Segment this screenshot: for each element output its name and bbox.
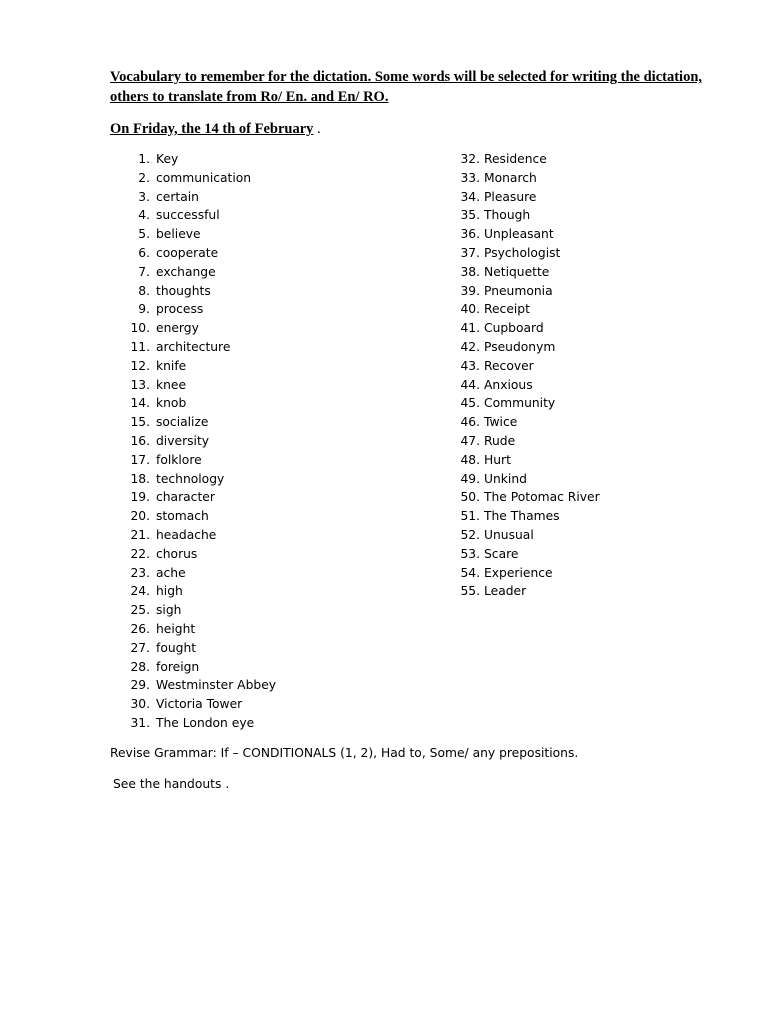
item-number: 43. [460,358,480,373]
item-word: knob [156,396,187,411]
vocabulary-item [448,338,600,357]
item-number: 50. [460,490,480,505]
vocabulary-item [120,432,276,451]
dictation-date-text: On Friday, the 14 th of February [110,121,314,137]
item-number: 7. [138,264,150,279]
item-number: 52. [460,527,480,542]
vocabulary-item [448,488,600,507]
item-word: believe [156,227,201,242]
item-number: 45. [460,396,480,411]
item-number: 15. [130,415,150,430]
item-number: 37. [460,245,480,260]
vocabulary-item [448,169,600,188]
item-word: Cupboard [484,321,544,336]
vocabulary-item [120,658,276,677]
vocabulary-item [120,676,276,695]
item-word: fought [156,640,197,655]
vocabulary-item [120,470,276,489]
vocabulary-item [120,282,276,301]
item-word: The Thames [484,509,560,524]
vocabulary-item [448,582,600,601]
vocabulary-item [448,150,600,169]
item-number: 8. [138,283,150,298]
vocabulary-item [448,545,600,564]
vocabulary-item [120,300,276,319]
item-word: character [156,490,215,505]
item-number: 19. [130,490,150,505]
vocabulary-item [448,470,600,489]
item-number: 9. [138,302,150,317]
item-word: Residence [484,152,547,166]
item-word: knee [156,377,187,392]
item-word: The Potomac River [484,490,600,505]
item-word: folklore [156,452,202,467]
vocabulary-item [120,413,276,432]
item-number: 30. [130,697,150,712]
item-number: 38. [460,264,480,279]
item-number: 11. [130,339,150,354]
item-number: 2. [138,170,150,185]
vocabulary-item [448,357,600,376]
item-word: socialize [156,415,209,430]
item-word: Victoria Tower [156,697,243,712]
item-word: The London eye [156,715,255,730]
item-number: 21. [130,527,150,542]
item-number: 18. [130,471,150,486]
vocabulary-item [120,582,276,601]
item-number: 17. [130,452,150,467]
item-number: 51. [460,509,480,524]
item-word: Key [156,152,179,166]
vocabulary-item [120,601,276,620]
vocabulary-item [120,169,276,188]
item-number: 44. [460,377,480,392]
vocabulary-item [448,282,600,301]
item-word: Unusual [484,527,534,542]
vocabulary-item [448,413,600,432]
item-number: 32. [460,152,480,166]
vocabulary-item [120,338,276,357]
item-number: 39. [460,283,480,298]
vocabulary-item [120,319,276,338]
vocabulary-item [120,488,276,507]
vocabulary-item [448,319,600,338]
item-word: knife [156,358,187,373]
vocabulary-item [448,300,600,319]
item-number: 23. [130,565,150,580]
item-word: Recover [484,358,534,373]
item-word: Hurt [484,452,511,467]
item-word: Westminster Abbey [156,678,277,693]
item-word: process [156,302,204,317]
vocabulary-list-left [120,150,276,733]
item-word: technology [156,471,225,486]
vocabulary-item [120,263,276,282]
vocabulary-item [120,376,276,395]
vocabulary-item [120,714,276,733]
item-word: Receipt [484,302,530,317]
grammar-note: Revise Grammar: If – CONDITIONALS (1, 2), Had to, Some/ any prepositions. [110,746,579,760]
item-word: Psychologist [484,245,561,260]
item-word: cooperate [156,245,219,260]
item-word: Monarch [484,170,537,185]
item-number: 28. [130,659,150,674]
item-word: Unpleasant [484,227,554,242]
item-word: sigh [156,603,182,618]
item-word: Pleasure [484,189,537,204]
handouts-note: See the handouts . [113,777,230,791]
item-number: 13. [130,377,150,392]
document-title: Vocabulary to remember for the dictation. Some words will be selected for writing the dictation, others to translate from Ro/ En. and En/ RO. [110,69,703,105]
vocabulary-item [448,564,600,583]
item-word: diversity [156,433,210,448]
vocabulary-item [120,526,276,545]
vocabulary-item [448,188,600,207]
item-number: 6. [138,245,150,260]
item-word: successful [156,208,220,223]
item-number: 48. [460,452,480,467]
vocabulary-item [120,244,276,263]
vocabulary-item [120,357,276,376]
item-number: 20. [130,509,150,524]
item-number: 24. [130,584,150,599]
item-number: 10. [130,321,150,336]
item-number: 12. [130,358,150,373]
vocabulary-item [448,244,600,263]
vocabulary-item [448,526,600,545]
vocabulary-item [448,376,600,395]
item-word: thoughts [156,283,211,298]
item-number: 1. [138,152,150,166]
item-number: 5. [138,227,150,242]
dictation-date-suffix: . [313,121,321,137]
vocabulary-item [120,451,276,470]
item-number: 29. [130,678,150,693]
item-number: 34. [460,189,480,204]
vocabulary-item [120,564,276,583]
item-word: Though [484,208,531,223]
item-word: exchange [156,264,216,279]
vocabulary-item [448,432,600,451]
vocabulary-item [448,225,600,244]
item-word: Community [484,396,556,411]
vocabulary-item [448,507,600,526]
vocabulary-list-right [448,150,600,601]
item-word: ache [156,565,186,580]
item-number: 47. [460,433,480,448]
vocabulary-item [448,206,600,225]
item-word: high [156,584,183,599]
vocabulary-item [448,451,600,470]
item-number: 27. [130,640,150,655]
item-number: 55. [460,584,480,599]
item-number: 41. [460,321,480,336]
item-word: Pneumonia [484,283,553,298]
vocabulary-item [120,695,276,714]
item-word: Anxious [484,377,533,392]
item-word: height [156,621,196,636]
item-number: 42. [460,339,480,354]
item-number: 31. [130,715,150,730]
item-word: stomach [156,509,209,524]
vocabulary-item [120,394,276,413]
vocabulary-item [120,545,276,564]
item-number: 40. [460,302,480,317]
item-word: headache [156,527,217,542]
item-word: foreign [156,659,200,674]
dictation-date [110,119,321,139]
item-number: 54. [460,565,480,580]
item-word: chorus [156,546,198,561]
item-number: 14. [130,396,150,411]
item-word: Pseudonym [484,339,556,354]
item-number: 33. [460,170,480,185]
item-number: 22. [130,546,150,561]
item-word: architecture [156,339,231,354]
vocabulary-item [120,206,276,225]
item-number: 35. [460,208,480,223]
vocabulary-item [448,263,600,282]
item-number: 16. [130,433,150,448]
vocabulary-item [120,507,276,526]
vocabulary-item [448,394,600,413]
item-number: 3. [138,189,150,204]
item-number: 49. [460,471,480,486]
item-number: 36. [460,227,480,242]
item-word: communication [156,170,252,185]
item-number: 53. [460,546,480,561]
vocabulary-item [120,225,276,244]
item-number: 4. [138,208,150,223]
item-number: 25. [130,603,150,618]
vocabulary-item [120,639,276,658]
vocabulary-item [120,150,276,169]
item-word: certain [156,189,199,204]
item-number: 46. [460,415,480,430]
vocabulary-item [120,188,276,207]
item-word: Twice [484,415,518,430]
item-word: Unkind [484,471,527,486]
item-word: Scare [484,546,519,561]
item-word: Netiquette [484,264,550,279]
item-word: Leader [484,584,527,599]
item-word: energy [156,321,199,336]
item-word: Rude [484,433,516,448]
item-word: Experience [484,565,553,580]
vocabulary-item [120,620,276,639]
item-number: 26. [130,621,150,636]
